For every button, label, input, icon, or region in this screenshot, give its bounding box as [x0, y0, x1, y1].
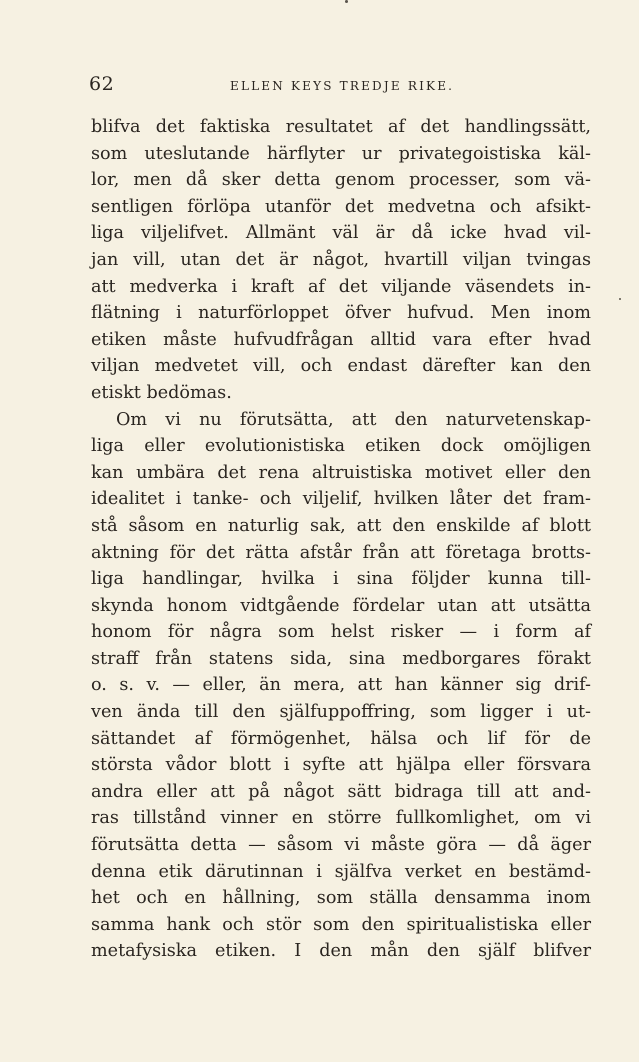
text-line: viljan medvetet vill, och endast därefter kan den: [91, 356, 591, 377]
text-line: denna etik därutinnan i själfva verket en bestämd-: [91, 861, 591, 882]
text-line: liga viljelifvet. Allmänt väl är då icke hvad vil-: [91, 223, 591, 244]
print-speck: [619, 298, 621, 300]
text-line: ven ända till den själfuppoffring, som ligger i ut-: [91, 702, 591, 723]
text-line: andra eller att på något sätt bidraga till att and-: [91, 781, 591, 802]
text-line: sättandet af förmögenhet, hälsa och lif för de: [91, 728, 591, 749]
text-line: kan umbära det rena altruistiska motivet eller den: [91, 462, 591, 483]
text-line: jan vill, utan det är något, hvartill viljan tvingas: [91, 249, 591, 270]
text-line: Om vi nu förutsätta, att den naturvetenskap-: [116, 409, 591, 430]
text-line: förutsätta detta — såsom vi måste göra — då äger: [91, 835, 591, 856]
text-line: idealitet i tanke- och viljelif, hvilken låter det fram-: [91, 489, 591, 510]
text-line: samma hank och stör som den spiritualistiska eller: [91, 914, 591, 935]
text-line: o. s. v. — eller, än mera, att han känner sig drif-: [91, 675, 591, 696]
text-line: att medverka i kraft af det viljande väsendets in-: [91, 276, 591, 297]
text-line: flätning i naturförloppet öfver hufvud. Men inom: [91, 303, 591, 324]
text-line: sentligen förlöpa utanför det medvetna och afsikt-: [91, 196, 591, 217]
text-line: största vådor blott i syfte att hjälpa eller försvara: [91, 755, 591, 776]
text-line: etiken måste hufvudfrågan alltid vara efter hvad: [91, 329, 591, 350]
text-line: som uteslutande härflyter ur privategoistiska käl-: [91, 143, 591, 164]
text-line: skynda honom vidtgående fördelar utan att utsätta: [91, 595, 591, 616]
page-number: 62: [89, 73, 115, 95]
text-line: liga handlingar, hvilka i sina följder kunna till-: [91, 569, 591, 590]
text-line: etiskt bedömas.: [91, 382, 232, 403]
text-line: straff från statens sida, sina medborgares förakt: [91, 648, 591, 669]
text-line: honom för några som helst risker — i form af: [91, 622, 591, 643]
body-text: [91, 114, 591, 965]
text-line: het och en hållning, som ställa densamma inom: [91, 888, 591, 909]
text-line: metafysiska etiken. I den mån den själf blifver: [91, 941, 591, 962]
text-line: liga eller evolutionistiska etiken dock omöjligen: [91, 436, 591, 457]
text-line: ras tillstånd vinner en större fullkomlighet, om vi: [91, 808, 591, 829]
text-line: blifva det faktiska resultatet af det handlingssätt,: [91, 117, 591, 137]
running-head: ELLEN KEYS TREDJE RIKE.: [230, 79, 455, 93]
print-speck: [345, 0, 348, 3]
text-line: stå såsom en naturlig sak, att den enskilde af blott: [91, 515, 591, 536]
text-line: lor, men då sker detta genom processer, som vä-: [91, 170, 591, 191]
text-line: aktning för det rätta afstår från att företaga brotts-: [91, 542, 591, 563]
